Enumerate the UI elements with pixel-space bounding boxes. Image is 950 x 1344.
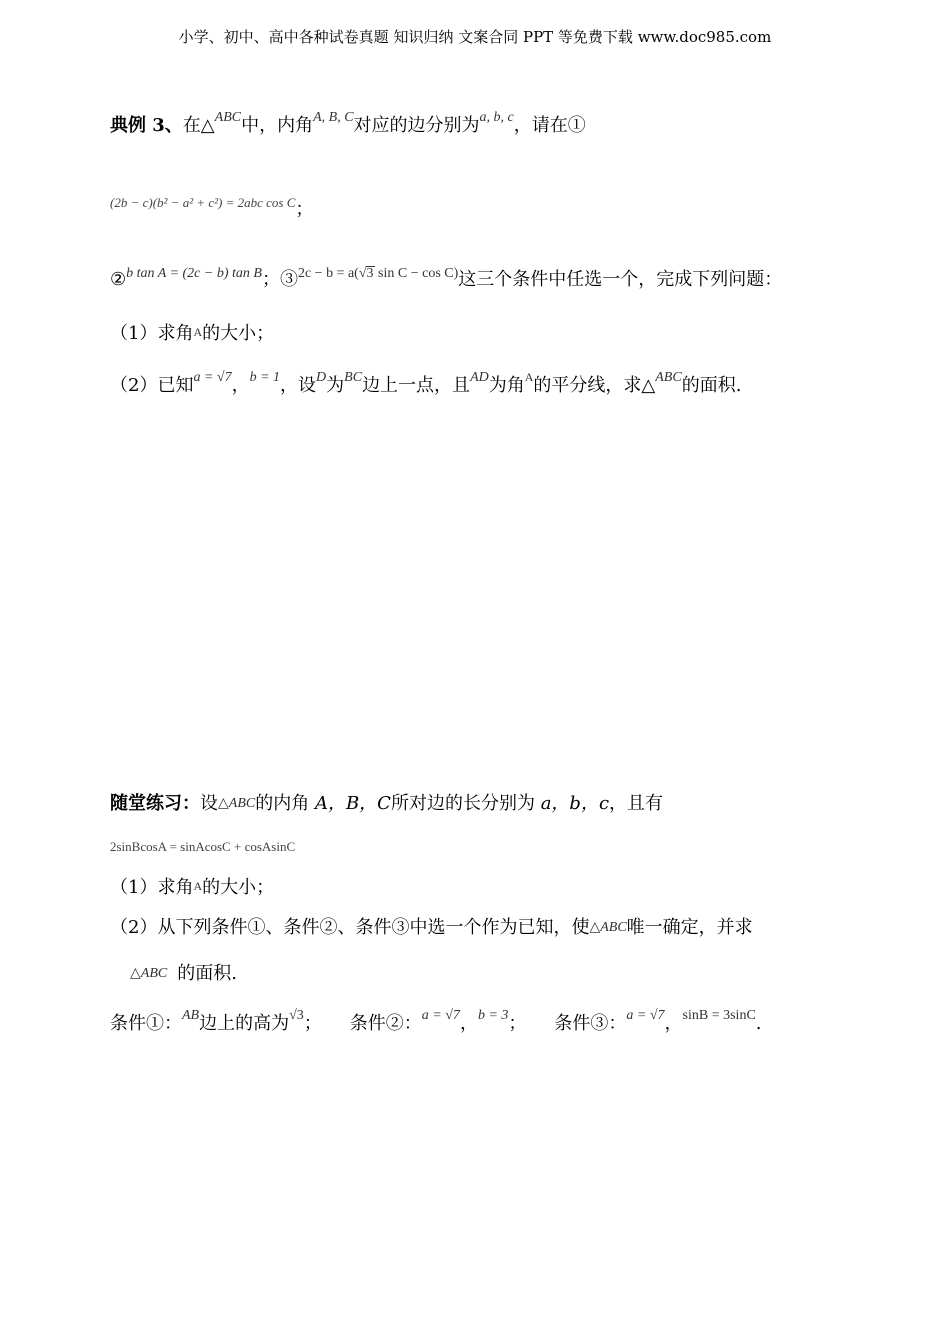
condition-3-a: 2c − b = a( (297, 266, 359, 281)
practice-conditions-line (110, 1008, 762, 1038)
circle-2: ② (110, 269, 127, 290)
practice-text-f: ，且有 (609, 793, 664, 814)
q1-text-a: （1）求角 (110, 323, 194, 344)
practice-text-b: 的内角 (255, 793, 315, 814)
practice-q1-line (110, 876, 274, 901)
practice-q2-math-2: △ABC (130, 966, 168, 981)
condition-3-b: sin C − cos C) (374, 266, 459, 281)
practice-q1-b: 的大小； (202, 877, 275, 898)
cond3-label: 条件③： (554, 1013, 627, 1034)
cond2-math-2: b = 3 (477, 1008, 509, 1023)
q2-text-c: 为 (326, 375, 345, 396)
practice-equation-line (110, 834, 295, 859)
cond1-text: 边上的高为 (199, 1013, 290, 1034)
practice-q2-a: （2）从下列条件①、条件②、条件③中选一个作为已知，使 (110, 917, 590, 938)
q1-math: A (193, 325, 203, 339)
math-abc: ABC (214, 110, 242, 125)
practice-label: 随堂练习： (110, 793, 200, 814)
cond1-label: 条件①： (110, 1013, 182, 1034)
practice-q2-math: △ABC (589, 920, 627, 935)
q2-math-7: ABC (655, 370, 682, 385)
page-header: 小学、初中、高中各种试卷真题 知识归纳 文案合同 PPT 等免费下载 www.doc985.com (178, 28, 772, 46)
practice-q2-line (110, 916, 753, 942)
practice-text-d: 所对边的长分别为 (390, 793, 541, 814)
condition-tail: 这三个条件中任选一个，完成下列问题： (458, 269, 783, 290)
cond2-math-1: a = √7 (421, 1008, 460, 1023)
practice-math-tri: △ABC (218, 796, 256, 811)
example-text-2: 中，内角 (241, 115, 314, 136)
q2-text-g: 的面积. (681, 375, 742, 396)
question-2-line (110, 370, 742, 400)
q2-text-a: （2）已知 (110, 375, 194, 396)
q2-text-e: 为角 (488, 375, 525, 396)
condition-3-sqrt: 3 (366, 266, 374, 281)
cond2-comma: ， (459, 1013, 478, 1034)
practice-equation: 2sinBcosA = sinAcosC + cosAsinC (110, 839, 296, 854)
practice-intro-line (110, 792, 663, 818)
q2-math-5: AD (470, 370, 489, 385)
example-text-1: 在△ (182, 115, 215, 136)
question-1-line (110, 322, 274, 347)
cond3-math-1: a = √7 (626, 1008, 665, 1023)
condition-1-formula: (2b − c)(b² − a² + c²) = 2abc cos C (110, 195, 296, 210)
example-label: 典例 3、 (110, 115, 183, 136)
sqrt-sign: √ (358, 266, 367, 281)
cond3-comma: ， (664, 1013, 683, 1034)
practice-q2-b: 唯一确定，并求 (626, 917, 753, 938)
q2-math-2: b = 1 (249, 370, 281, 385)
q2-comma: ， (231, 375, 250, 396)
practice-text-a: 设 (200, 793, 218, 814)
practice-q2-cont-line (130, 962, 237, 988)
q2-text-b: ，设 (280, 375, 317, 396)
condition-3-formula (298, 266, 458, 281)
q2-math-6: A (524, 370, 534, 384)
q1-text-b: 的大小； (202, 323, 275, 344)
q2-math-4: BC (344, 370, 363, 385)
example-text-4: ，请在① (513, 115, 586, 136)
condition-2-3-line (110, 268, 782, 294)
q2-math-3: D (316, 370, 327, 385)
cond3-math-2: sinB = 3sinC (682, 1008, 756, 1023)
math-sides: a, b, c (479, 110, 514, 125)
cond3-end: . (755, 1013, 762, 1034)
cond1-end: ； (303, 1013, 322, 1034)
q2-text-f: 的平分线，求△ (533, 375, 656, 396)
practice-q2-c: 的面积. (177, 963, 237, 984)
condition-1-line (110, 190, 314, 220)
q2-math-1: a = √7 (193, 370, 232, 385)
condition-1-end: ； (295, 199, 314, 220)
separator: ；③ (261, 269, 298, 290)
cond2-end: ； (508, 1013, 527, 1034)
practice-text-c: A，B，C (314, 793, 391, 814)
example-text-3: 对应的边分别为 (353, 115, 480, 136)
math-angles: A, B, C (313, 110, 354, 125)
q2-text-d: 边上一点，且 (362, 375, 471, 396)
example-intro-line (110, 110, 586, 140)
practice-text-e: a，b，c (540, 793, 610, 814)
cond1-math: AB (182, 1008, 200, 1023)
cond1-value: √3 (289, 1008, 304, 1023)
practice-q1-math: A (193, 879, 203, 893)
cond2-label: 条件②： (349, 1013, 422, 1034)
condition-2-formula: b tan A = (2c − b) tan B (126, 266, 262, 281)
practice-q1-a: （1）求角 (110, 877, 194, 898)
